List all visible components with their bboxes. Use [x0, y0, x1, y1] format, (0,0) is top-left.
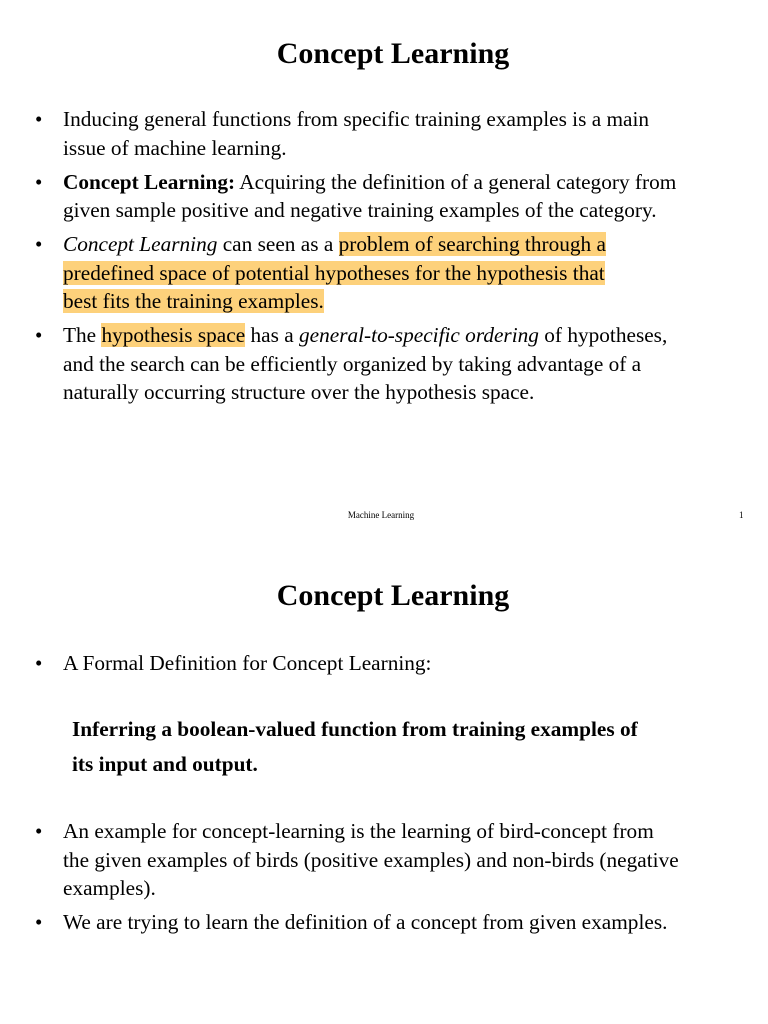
footer-label: Machine Learning — [347, 510, 415, 520]
bullet-list — [0, 817, 768, 942]
bullet-text: examples). — [63, 876, 156, 900]
bullet-text: of hypotheses, — [538, 323, 668, 347]
highlighted-text: problem of searching through a — [338, 232, 606, 256]
bullet-text: the given examples of birds (positive examples) and non-birds (negative — [63, 847, 679, 872]
bullet-text: and the search can be efficiently organized by taking advantage of a — [63, 351, 642, 376]
bullet-text: A Formal Definition for Concept Learning: — [63, 651, 432, 675]
bullet-item — [0, 321, 768, 407]
bullet-icon: • — [35, 323, 43, 347]
bullet-text: We are trying to learn the definition of a concept from given examples. — [63, 910, 668, 934]
bullet-icon: • — [35, 169, 43, 194]
bullet-text: given sample positive and negative training examples of the category. — [63, 198, 657, 222]
bullet-icon: • — [35, 107, 43, 131]
bullet-item — [0, 168, 768, 225]
highlighted-text: hypothesis space — [101, 323, 246, 347]
bullet-item — [0, 817, 768, 903]
bullet-text: has a — [245, 323, 299, 347]
formal-definition — [72, 712, 732, 782]
highlighted-text: predefined space of potential hypotheses for the hypothesis that — [63, 260, 605, 285]
bullet-text: can seen as a — [217, 232, 339, 256]
bullet-item — [0, 908, 768, 937]
page-number: 1 — [739, 510, 744, 520]
slide-title: Concept Learning — [276, 579, 510, 612]
bullet-item — [0, 105, 768, 162]
italic-term: general-to-specific ordering — [299, 323, 539, 347]
bullet-text: Acquiring the definition of a general category from — [235, 169, 677, 194]
bullet-list — [0, 105, 768, 412]
bullet-icon: • — [35, 651, 43, 675]
bullet-icon: • — [35, 232, 43, 256]
slide-title: Concept Learning — [276, 37, 510, 70]
bullet-text: Inducing general functions from specific training examples is a main — [63, 107, 650, 131]
bullet-text: An example for concept-learning is the learning of bird-concept from — [63, 819, 654, 843]
bullet-icon: • — [35, 910, 43, 934]
bullet-list — [0, 649, 768, 678]
bold-term: Concept Learning: — [63, 169, 236, 194]
definition-text: its input and output. — [72, 752, 258, 776]
bullet-text: The — [63, 323, 102, 347]
bullet-text: naturally occurring structure over the hypothesis space. — [63, 380, 535, 404]
highlighted-text: best fits the training examples. — [63, 289, 324, 313]
bullet-item — [0, 649, 768, 678]
bullet-icon: • — [35, 819, 43, 843]
bullet-text: issue of machine learning. — [63, 135, 287, 160]
italic-term: Concept Learning — [63, 232, 218, 256]
definition-text: Inferring a boolean-valued function from training examples of — [72, 717, 638, 741]
slide-2 — [0, 542, 768, 1024]
bullet-item — [0, 230, 768, 316]
